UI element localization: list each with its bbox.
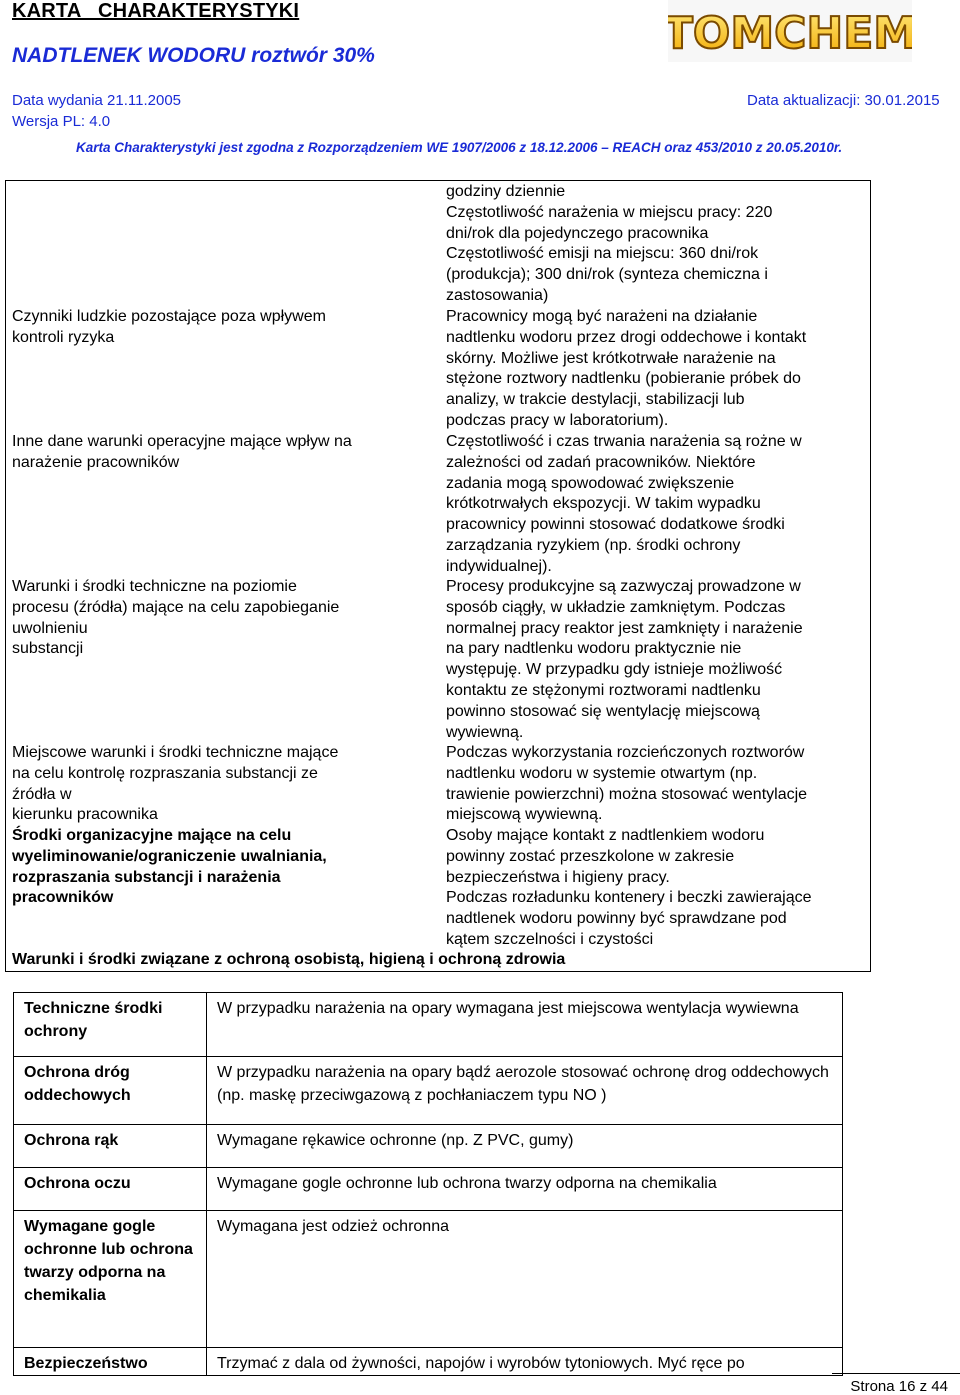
text-line: kontaktu ze stężonymi roztworami nadtlenku <box>446 681 761 699</box>
table-row <box>14 993 843 1057</box>
table-row <box>14 1057 843 1125</box>
text-line: uwolnieniu <box>12 619 88 637</box>
text-line: zarządzania ryzykiem (np. środki ochrony <box>446 536 741 554</box>
row-label: Bezpieczeństwo <box>14 1348 207 1376</box>
row-label: Ochrona dróg oddechowych <box>14 1057 207 1125</box>
text-line: godziny dziennie <box>446 183 566 200</box>
text-line: bezpieczeństwa i higieny pracy. <box>446 868 670 886</box>
text-line: Miejscowe warunki i środki techniczne mające <box>12 744 339 761</box>
section-title: Warunki i środki związane z ochroną osobistą, higieną i ochroną zdrowia <box>12 951 566 968</box>
row-label: Techniczne środki ochrony <box>14 993 207 1057</box>
table-row <box>14 1211 843 1348</box>
text-line: wywiewną. <box>446 723 524 741</box>
text-line: podczas pracy w laboratorium). <box>446 411 669 429</box>
footer-divider <box>832 1373 960 1374</box>
text-line: Częstotliwość i czas trwania narażenia są rożne w <box>446 433 802 450</box>
text-line: kontroli ryzyka <box>12 328 115 346</box>
text-line: (produkcja); 300 dni/rok (synteza chemiczna i <box>446 266 768 284</box>
text-line: kierunku pracownika <box>12 806 158 824</box>
text-line: powinny zostać przeszkolone w zakresie <box>446 847 735 865</box>
text-line: źródła w <box>12 785 72 803</box>
value-other-conditions <box>446 432 858 578</box>
row-value: Wymagana jest odzież ochronna <box>207 1211 843 1348</box>
row-value: Wymagane gogle ochronne lub ochrona twarzy odporna na chemikalia <box>207 1168 843 1211</box>
text-line: wyeliminowanie/ograniczenie uwalniania, <box>12 847 327 865</box>
text-line: pracowników <box>12 889 114 907</box>
text-line: Procesy produkcyjne są zazwyczaj prowadzone w <box>446 578 801 595</box>
version: Wersja PL: 4.0 <box>12 113 111 130</box>
text-line: Warunki i środki techniczne na poziomie <box>12 578 297 595</box>
text-line: zadania mogą spowodować zwiększenie <box>446 474 735 492</box>
document-title: KARTA CHARAKTERYSTYKI <box>12 0 300 22</box>
text-line: dni/rok dla pojedynczego pracownika <box>446 224 709 242</box>
row-value: W przypadku narażenia na opary wymagana jest miejscowa wentylacja wywiewna <box>207 993 843 1057</box>
value-technical-process <box>446 577 858 743</box>
row-label: Ochrona rąk <box>14 1125 207 1168</box>
table-row <box>14 1168 843 1211</box>
text-line: normalnej pracy reaktor jest zamknięty i narażenie <box>446 619 803 637</box>
text-line: pracownicy powinni stosować dodatkowe środki <box>446 516 785 534</box>
value-organizational <box>446 826 858 951</box>
text-line: zależności od zadań pracowników. Niektóre <box>446 453 756 471</box>
right-first-block <box>446 182 858 307</box>
text-line: trawienie powierzchni) można stosować wentylacje <box>446 785 808 803</box>
table-row <box>14 1125 843 1168</box>
label-organizational <box>12 826 422 909</box>
label-other-conditions <box>12 432 422 474</box>
text-line: Czynniki ludzkie pozostające poza wpływem <box>12 308 326 325</box>
text-line: Inne dane warunki operacyjne mające wpływ na <box>12 433 352 450</box>
text-line: rozpraszania substancji i narażenia <box>12 868 281 886</box>
table-row <box>14 1348 843 1376</box>
text-line: Środki organizacyjne mające na celu <box>12 827 292 844</box>
text-line: kątem szczelności i czystości <box>446 930 654 948</box>
text-line: na pary nadtlenku wodoru praktycznie nie <box>446 640 742 658</box>
update-date: Data aktualizacji: 30.01.2015 <box>747 92 940 109</box>
row-value: Trzymać z dala od żywności, napojów i wyrobów tytoniowych. Myć ręce po <box>207 1348 843 1376</box>
text-line: procesu (źródła) mające na celu zapobieganie <box>12 598 340 616</box>
text-line: występuję. W przypadku gdy istnieje możliwość <box>446 661 783 679</box>
label-local-technical <box>12 743 422 826</box>
text-line: stężone roztwory nadtlenku (pobieranie próbek do <box>446 370 801 388</box>
text-line: sposób ciągły, w układzie zamkniętym. Podczas <box>446 598 786 616</box>
value-human-factors <box>446 307 858 432</box>
text-line: Podczas wykorzystania rozcieńczonych roztworów <box>446 744 805 761</box>
product-name: NADTLENEK WODORU roztwór 30% <box>12 44 375 67</box>
row-value: W przypadku narażenia na opary bądź aerozole stosować ochronę drog oddechowych (np. maskę przeciwgazową z pochłaniaczem typu NO ) <box>207 1057 843 1125</box>
text-line: Częstotliwość narażenia w miejscu pracy: 220 <box>446 203 773 221</box>
text-line: narażenie pracowników <box>12 453 180 471</box>
issue-date: Data wydania 21.11.2005 <box>12 92 182 109</box>
text-line: indywidualnej). <box>446 557 552 575</box>
text-line: Podczas rozładunku kontenery i beczki zawierające <box>446 889 812 907</box>
text-line: nadtlenku wodoru przez drogi oddechowe i kontakt <box>446 328 807 346</box>
compliance-note: Karta Charakterystyki jest zgodna z Rozporządzeniem WE 1907/2006 z 18.12.2006 – REACH oraz 453/2010 z 20.05.2010r. <box>76 140 843 155</box>
text-line: skórny. Możliwe jest krótkotrwałe narażenie na <box>446 349 776 367</box>
text-line: Częstotliwość emisji na miejscu: 360 dni/rok <box>446 245 759 263</box>
text-line: krótkotrwałych ekspozycji. W takim wypadku <box>446 495 761 513</box>
text-line: miejscową wywiewną. <box>446 806 603 824</box>
label-technical-process <box>12 577 422 660</box>
text-line: nadtlenku wodoru w systemie otwartym (np. <box>446 764 758 782</box>
label-human-factors <box>12 307 422 349</box>
text-line: analizy, w trakcie destylacji, stabilizacji lub <box>446 391 745 409</box>
row-label: Wymagane gogle ochronne lub ochrona twarzy odporna na chemikalia <box>14 1211 207 1348</box>
text-line: nadtlenek wodoru powinny być sprawdzane pod <box>446 910 787 928</box>
page-number: Strona 16 z 44 <box>850 1378 948 1395</box>
value-local-technical <box>446 743 858 826</box>
text-line: zastosowania) <box>446 286 549 304</box>
text-line: powinno stosować się wentylację miejscową <box>446 702 760 720</box>
text-line: na celu kontrolę rozpraszania substancji ze <box>12 764 318 782</box>
text-line: Osoby mające kontakt z nadtlenkiem wodoru <box>446 827 765 844</box>
tomchem-logo <box>668 0 912 62</box>
row-label: Ochrona oczu <box>14 1168 207 1211</box>
text-line: Pracownicy mogą być narażeni na działanie <box>446 308 758 325</box>
protection-table <box>13 992 843 1376</box>
text-line: substancji <box>12 640 84 658</box>
svg-text:TOMCHEM: TOMCHEM <box>668 8 912 59</box>
row-value: Wymagane rękawice ochronne (np. Z PVC, gumy) <box>207 1125 843 1168</box>
